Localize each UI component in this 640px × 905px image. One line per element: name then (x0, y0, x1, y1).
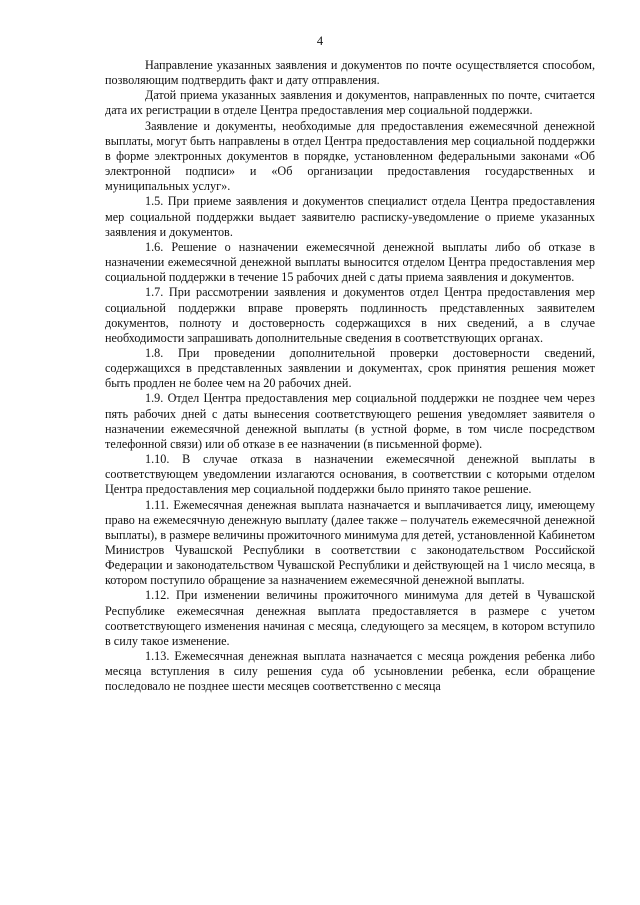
paragraph-1-6: 1.6. Решение о назначении ежемесячной денежной выплаты либо об отказе в назначении ежемесячной денежной выплаты выносится отделом Центра предоставления мер социальной поддержки в течение 15 рабочих дней с даты приема заявления и документов. (105, 239, 595, 285)
document-body (105, 58, 595, 695)
paragraph-1-11: 1.11. Ежемесячная денежная выплата назначается и выплачивается лицу, имеющему право на ежемесячную денежную выплату (далее также – получатель ежемесячной денежной выплаты), в размере величины прожиточного минимума для детей, установленной Кабинетом Министров Чувашской Республики в соответствии с законодательством Российской Федерации и законодательством Чувашской Республики и действующей на 1 число месяца, в котором поступило обращение за назначением ежемесячной денежной выплаты. (105, 497, 595, 588)
paragraph-mail-receipt-date: Датой приема указанных заявления и документов, направленных по почте, считается дата их регистрации в отделе Центра предоставления мер социальной поддержки. (105, 88, 595, 118)
paragraph-1-5: 1.5. При приеме заявления и документов специалист отдела Центра предоставления мер социальной поддержки выдает заявителю расписку-уведомление о приеме указанных заявления и документов. (105, 194, 595, 239)
paragraph-1-9: 1.9. Отдел Центра предоставления мер социальной поддержки не позднее чем через пять рабочих дней с даты вынесения соответствующего решения уведомляет заявителя о назначении ежемесячной денежной выплаты (в устной форме, в том числе посредством телефонной связи) или об отказе в ее назначении (в письменной форме). (105, 391, 595, 451)
paragraph-electronic-documents: Заявление и документы, необходимые для предоставления ежемесячной денежной выплаты, могут быть направлены в отдел Центра предоставления мер социальной поддержки в форме электронных документов в порядке, установленном федеральными законами «Об электронной подписи» и «Об организации предоставления государственных и муниципальных услуг». (105, 118, 595, 194)
paragraph-1-12: 1.12. При изменении величины прожиточного минимума для детей в Чувашской Республике ежемесячная денежная выплата предоставляется в размере с учетом соответствующего изменения начиная с месяца, следующего за месяцем, в котором вступило в силу такое изменение. (105, 588, 595, 648)
paragraph-1-7: 1.7. При рассмотрении заявления и документов отдел Центра предоставления мер социальной поддержки вправе проверять подлинность представленных заявителем документов, полноту и достоверность содержащихся в них сведений, а в случае необходимости запрашивать дополнительные сведения в соответствующих органах. (105, 285, 595, 345)
paragraph-1-10: 1.10. В случае отказа в назначении ежемесячной денежной выплаты в соответствующем уведомлении излагаются основания, в соответствии с которыми отделом Центра предоставления мер социальной поддержки было принято такое решение. (105, 452, 595, 497)
page-number: 4 (316, 34, 324, 48)
paragraph-1-8: 1.8. При проведении дополнительной проверки достоверности сведений, содержащихся в представленных заявлении и документах, срок принятия решения может быть продлен не более чем на 20 рабочих дней. (105, 345, 595, 391)
paragraph-mail-submission: Направление указанных заявления и документов по почте осуществляется способом, позволяющим подтвердить факт и дату отправления. (105, 58, 595, 88)
paragraph-1-13: 1.13. Ежемесячная денежная выплата назначается с месяца рождения ребенка либо месяца вступления в силу решения суда об усыновлении ребенка, если обращение последовало не позднее шести месяцев соответственно с месяца (105, 649, 595, 694)
